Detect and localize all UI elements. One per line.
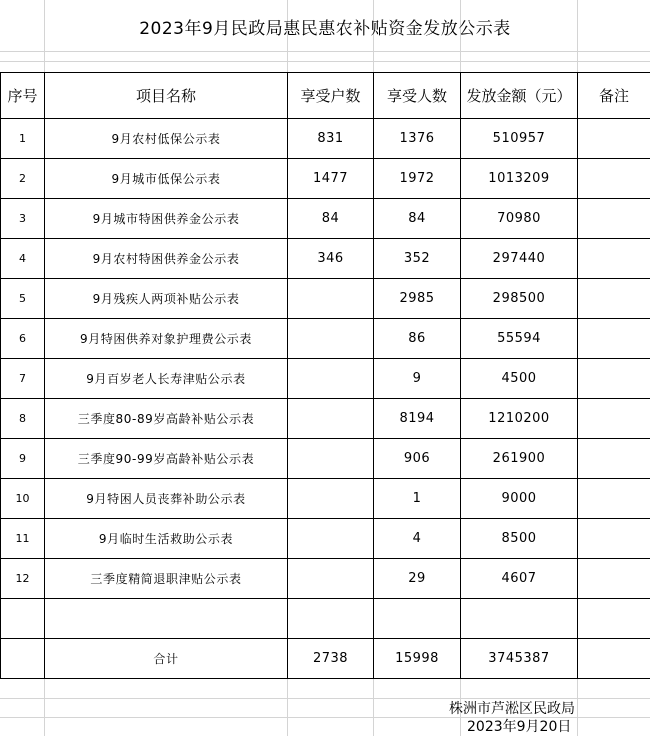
cell-households (288, 519, 374, 559)
cell-amount (461, 599, 578, 639)
table-row (1, 239, 650, 279)
cell-seq (1, 639, 45, 679)
table-row (1, 159, 650, 199)
cell-item-name: 9月城市特困供养金公示表 (45, 199, 288, 239)
cell-note (578, 159, 650, 199)
page-title: 2023年9月民政局惠民惠农补贴资金发放公示表 (139, 18, 511, 39)
total-people: 15998 (374, 639, 461, 679)
cell-note (578, 519, 650, 559)
cell-note (578, 359, 650, 399)
cell-people: 1 (374, 479, 461, 519)
subsidy-table (0, 72, 650, 679)
cell-people: 8194 (374, 399, 461, 439)
cell-note (578, 479, 650, 519)
cell-amount: 297440 (461, 239, 578, 279)
table-row (1, 119, 650, 159)
header-households: 享受户数 (288, 73, 374, 119)
cell-seq: 1 (1, 119, 45, 159)
cell-people: 352 (374, 239, 461, 279)
cell-note (578, 599, 650, 639)
cell-amount: 261900 (461, 439, 578, 479)
cell-households: 831 (288, 119, 374, 159)
table-row (1, 199, 650, 239)
total-row (1, 639, 650, 679)
cell-item-name: 三季度精简退职津贴公示表 (45, 559, 288, 599)
table-row (1, 519, 650, 559)
cell-seq: 7 (1, 359, 45, 399)
cell-note (578, 119, 650, 159)
cell-people: 1376 (374, 119, 461, 159)
cell-seq (1, 599, 45, 639)
cell-amount: 1210200 (461, 399, 578, 439)
cell-amount: 9000 (461, 479, 578, 519)
cell-item-name: 9月城市低保公示表 (45, 159, 288, 199)
cell-seq: 8 (1, 399, 45, 439)
cell-item-name: 9月百岁老人长寿津贴公示表 (45, 359, 288, 399)
header-seq: 序号 (1, 73, 45, 119)
cell-households (288, 279, 374, 319)
cell-item-name: 9月特困人员丧葬补助公示表 (45, 479, 288, 519)
table-row (1, 319, 650, 359)
cell-amount: 8500 (461, 519, 578, 559)
total-households: 2738 (288, 639, 374, 679)
cell-note (578, 559, 650, 599)
cell-households (288, 359, 374, 399)
cell-seq: 10 (1, 479, 45, 519)
cell-item-name: 9月农村低保公示表 (45, 119, 288, 159)
cell-note (578, 279, 650, 319)
table-row (1, 559, 650, 599)
table-row (1, 279, 650, 319)
cell-people: 1972 (374, 159, 461, 199)
cell-seq: 12 (1, 559, 45, 599)
issue-date: 2023年9月20日 (467, 719, 572, 735)
cell-households (288, 599, 374, 639)
cell-households (288, 319, 374, 359)
cell-note (578, 399, 650, 439)
cell-note (578, 199, 650, 239)
cell-amount: 510957 (461, 119, 578, 159)
cell-note (578, 319, 650, 359)
cell-note (578, 239, 650, 279)
total-amount: 3745387 (461, 639, 578, 679)
cell-item-name: 9月农村特困供养金公示表 (45, 239, 288, 279)
cell-item-name: 9月特困供养对象护理费公示表 (45, 319, 288, 359)
header-amount: 发放金额（元） (461, 73, 578, 119)
table-row (1, 439, 650, 479)
cell-amount: 55594 (461, 319, 578, 359)
table-row (1, 479, 650, 519)
cell-people: 86 (374, 319, 461, 359)
cell-seq: 11 (1, 519, 45, 559)
table-row (1, 599, 650, 639)
cell-seq: 2 (1, 159, 45, 199)
cell-households (288, 439, 374, 479)
cell-item-name: 三季度90-99岁高龄补贴公示表 (45, 439, 288, 479)
total-label: 合计 (45, 639, 288, 679)
cell-amount: 1013209 (461, 159, 578, 199)
cell-item-name: 9月残疾人两项补贴公示表 (45, 279, 288, 319)
total-note (578, 639, 650, 679)
cell-households: 346 (288, 239, 374, 279)
cell-amount: 70980 (461, 199, 578, 239)
cell-people (374, 599, 461, 639)
cell-amount: 298500 (461, 279, 578, 319)
cell-seq: 6 (1, 319, 45, 359)
cell-households (288, 559, 374, 599)
issuer-name: 株洲市芦淞区民政局 (449, 701, 575, 717)
cell-seq: 5 (1, 279, 45, 319)
cell-item-name: 9月临时生活救助公示表 (45, 519, 288, 559)
table-header-row (1, 73, 650, 119)
table-row (1, 359, 650, 399)
cell-people: 906 (374, 439, 461, 479)
cell-people: 84 (374, 199, 461, 239)
header-item-name: 项目名称 (45, 73, 288, 119)
cell-item-name (45, 599, 288, 639)
cell-households: 84 (288, 199, 374, 239)
cell-households (288, 399, 374, 439)
header-note: 备注 (578, 73, 650, 119)
cell-people: 9 (374, 359, 461, 399)
cell-households: 1477 (288, 159, 374, 199)
cell-seq: 3 (1, 199, 45, 239)
cell-amount: 4500 (461, 359, 578, 399)
cell-seq: 9 (1, 439, 45, 479)
cell-households (288, 479, 374, 519)
cell-note (578, 439, 650, 479)
cell-people: 29 (374, 559, 461, 599)
cell-people: 2985 (374, 279, 461, 319)
table-row (1, 399, 650, 439)
cell-item-name: 三季度80-89岁高龄补贴公示表 (45, 399, 288, 439)
cell-seq: 4 (1, 239, 45, 279)
cell-people: 4 (374, 519, 461, 559)
cell-amount: 4607 (461, 559, 578, 599)
header-people: 享受人数 (374, 73, 461, 119)
